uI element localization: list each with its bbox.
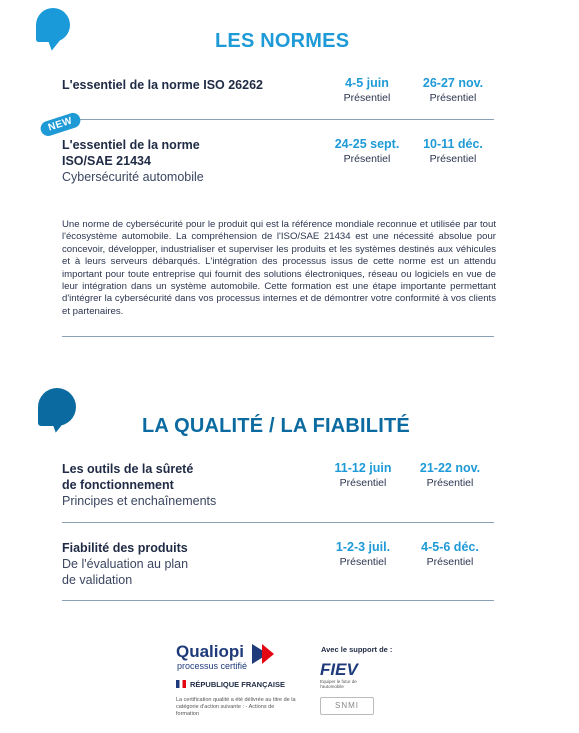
course-subtitle: Cybersécurité automobile [62,170,204,184]
course-mode: Présentiel [343,92,391,104]
course-title-iso21434-line1: L'essentiel de la norme [62,138,200,152]
course-date: 11-12 juin [334,461,392,475]
fiev-logo: FIEV [320,660,358,679]
course-date: 26-27 nov. [422,76,484,90]
qualiopi-arrow-icon [262,644,274,664]
course-description: Une norme de cybersécurité pour le produit qui est la référence mondiale reconnue et utilisée par tout l'écosystème automobile. La compréhension de l'ISO/SAE 21434 est une nécessité absolue pour concevoir, développer, industrialiser et superviser les produits et les systèmes destinés aux véhicules et à leurs serveurs débarqués. L'intégration des processus issus de cette norme est un attendu important pour toute entreprise qui fournit des solutions électroniques, réseau ou logiciels en vue de leur intégration dans un système automobile. Cette formation est une étape importante permettant d'intégrer la cybersécurité dans vos processus internes et de démontrer votre conformité à vos clients et partenaires. [62,219,496,317]
french-flag-icon [176,680,186,688]
course-date: 4-5-6 déc. [421,540,479,554]
divider [62,119,494,120]
course-mode: Présentiel [429,153,477,165]
snm-logo: SNMI [320,697,374,715]
section-title-normes: LES NORMES [215,30,350,52]
course-title-iso21434-line2: ISO/SAE 21434 [62,154,151,168]
divider [62,522,494,523]
course-mode: Présentiel [429,92,477,104]
course-mode: Présentiel [426,477,474,489]
course-subtitle: Principes et enchaînements [62,494,217,508]
course-date: 1-2-3 juil. [335,540,391,554]
section-title-qualite: LA QUALITÉ / LA FIABILITÉ [142,415,410,437]
republique-francaise: RÉPUBLIQUE FRANÇAISE [190,680,286,689]
course-subtitle-line2: de validation [62,573,133,587]
course-subtitle-line1: De l'évaluation au plan [62,557,189,571]
certification-text: La certification qualité a été délivrée au titre de la catégorie d'action suivante : - Actions de formation [176,697,296,717]
course-date: 10-11 déc. [423,137,483,151]
qualiopi-logo: Qualiopi [176,642,244,661]
course-mode: Présentiel [339,477,387,489]
course-date: 24-25 sept. [334,137,400,151]
support-label: Avec le support de : [321,645,393,654]
course-date: 21-22 nov. [419,461,481,475]
course-date: 4-5 juin [345,76,389,90]
course-title-fiabilite: Fiabilité des produits [62,541,188,555]
course-mode: Présentiel [343,153,391,165]
fiev-tagline: Equiper le futur de l'automobile [320,679,357,689]
course-title-surete-line1: Les outils de la sûreté [62,462,194,476]
course-mode: Présentiel [426,556,474,568]
qualiopi-subtitle: processus certifié [177,661,248,671]
course-mode: Présentiel [339,556,387,568]
speech-bubble-icon [36,8,70,42]
course-title-surete-line2: de fonctionnement [62,478,174,492]
divider [62,600,494,601]
new-badge: NEW [39,111,82,138]
divider [62,336,494,337]
course-title-iso26262: L'essentiel de la norme ISO 26262 [62,78,263,92]
